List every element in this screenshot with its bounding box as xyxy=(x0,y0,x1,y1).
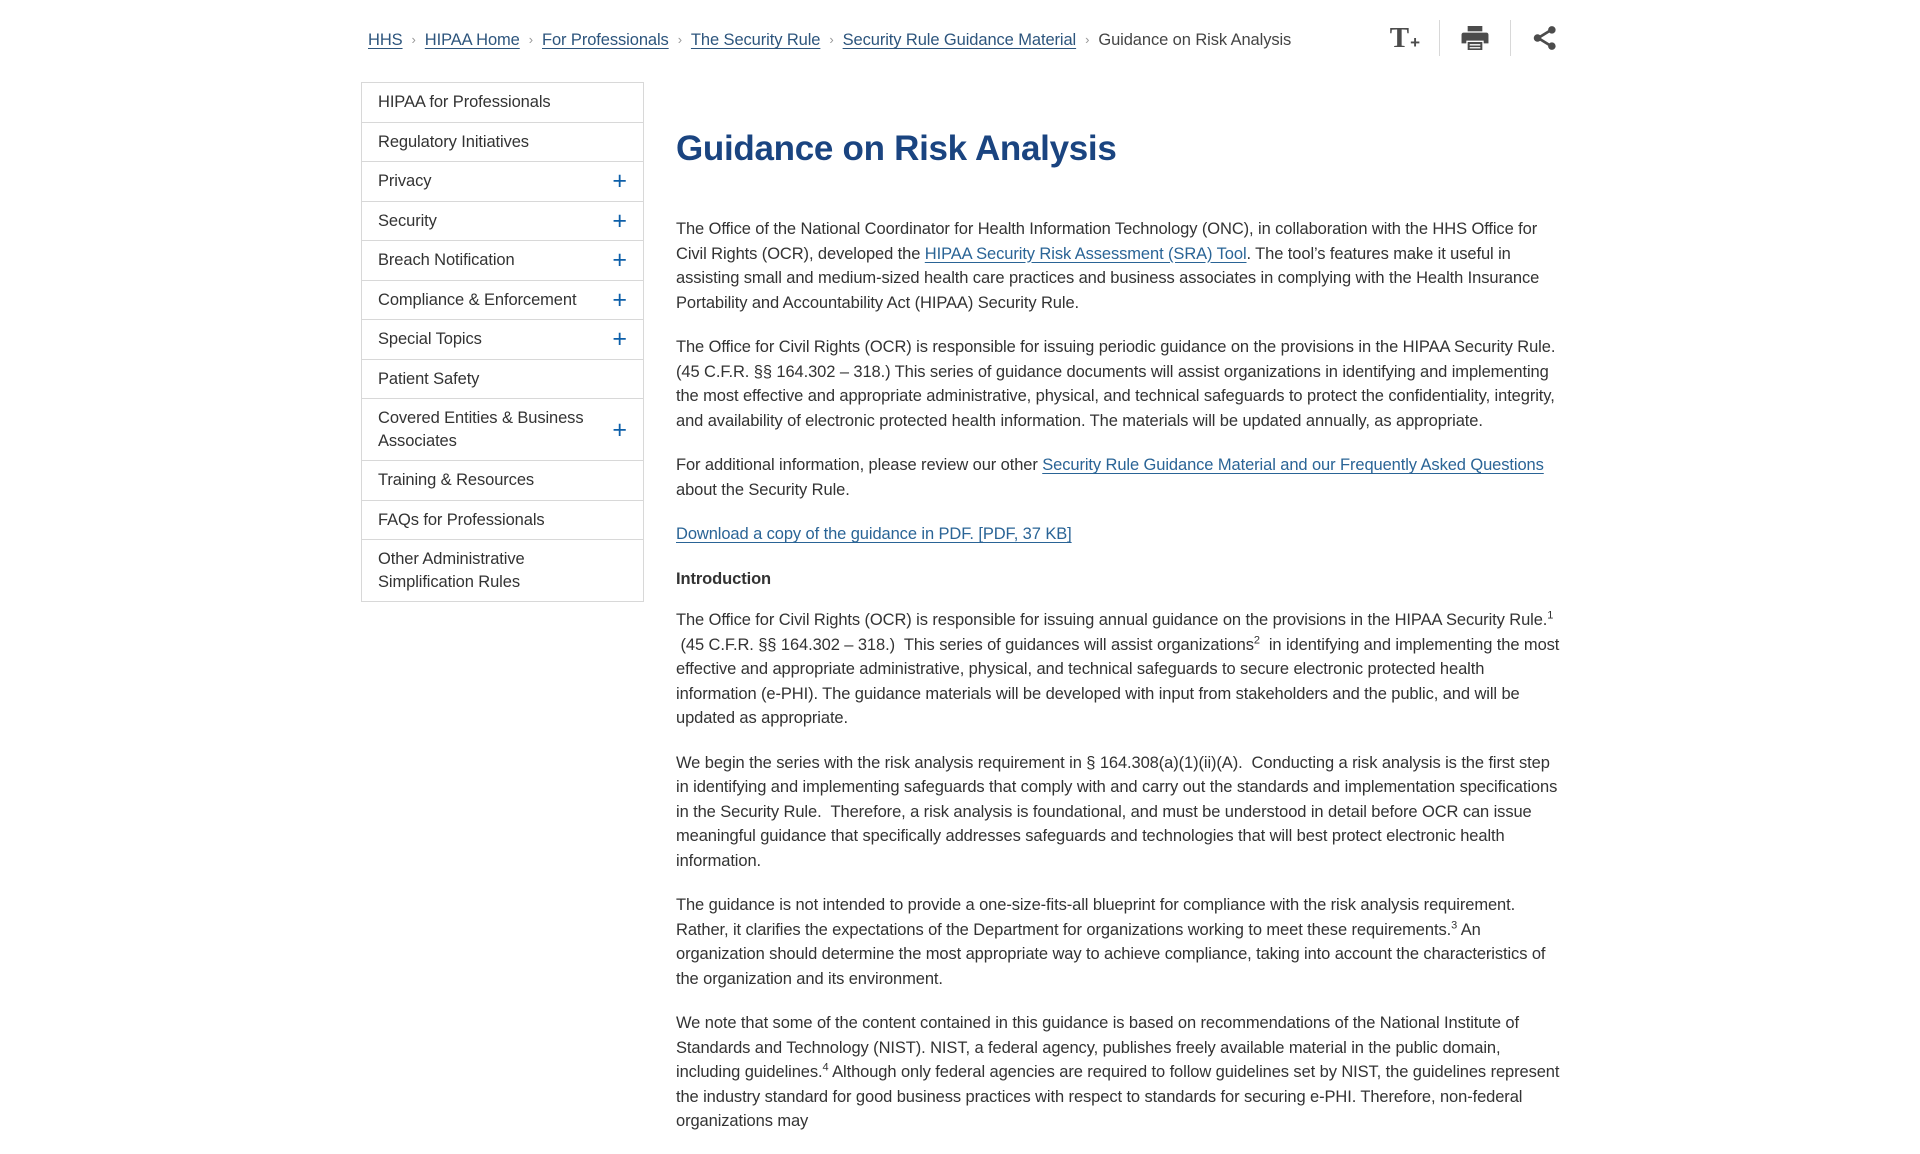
expand-plus-icon[interactable]: + xyxy=(612,285,627,314)
sidebar-item xyxy=(362,320,643,360)
sidebar-item xyxy=(362,461,643,501)
breadcrumb-link[interactable]: HHS xyxy=(368,31,403,49)
share-button[interactable] xyxy=(1526,23,1564,53)
footnote-ref: 1 xyxy=(1547,609,1554,622)
sidebar-item xyxy=(362,360,643,400)
text-resize-icon: T xyxy=(1389,22,1410,54)
paragraph xyxy=(676,1011,1566,1134)
paragraph xyxy=(676,217,1566,315)
footnote-ref: 4 xyxy=(822,1061,829,1074)
sidebar-link[interactable]: HIPAA for Professionals xyxy=(378,93,551,111)
text-run: The Office for Civil Rights (OCR) is responsible for issuing periodic guidance on the provisions in the HIPAA Security Rule. (45 C.F.R. §§ 164.302 – 318.) This series of guidance documents will assist organizations in identifying and implementing the most effective and appropriate administrative, physical, and technical safeguards to protect the confidentiality, integrity, and availability of electronic protected health information. The materials will be updated annually, as appropriate. xyxy=(676,338,1556,430)
text-run: in identifying and implementing the most effective and appropriate administrative, physical, and technical safeguards to secure electronic protected health information (e-PHI). The guidance materials will be developed with input from stakeholders and the public, and will be updated as appropriate. xyxy=(676,635,1560,727)
paragraph xyxy=(676,608,1566,731)
text-run: . The tool’s features make it useful in assisting small and medium-sized health care practices and business associates in complying with the Health Insurance Portability and Accountability Act (HIPAA) Security Rule. xyxy=(676,244,1540,312)
sidebar-item xyxy=(362,202,643,242)
inline-link[interactable]: HIPAA Security Risk Assessment (SRA) Tool xyxy=(924,244,1247,263)
text-run: For additional information, please review our other xyxy=(676,456,1043,474)
chevron-right-icon: › xyxy=(1085,32,1090,47)
sidebar-link[interactable]: Regulatory Initiatives xyxy=(378,132,529,151)
paragraph xyxy=(676,522,1566,547)
breadcrumb-link[interactable]: Security Rule Guidance Material xyxy=(842,31,1077,49)
expand-plus-icon[interactable]: + xyxy=(612,325,627,354)
footnote-ref: 2 xyxy=(1253,634,1260,646)
sidebar-item xyxy=(362,162,643,202)
breadcrumb-current: Guidance on Risk Analysis xyxy=(1098,31,1292,49)
text-run: The Office for Civil Rights (OCR) is responsible for issuing annual guidance on the provisions in the HIPAA Security Rule. xyxy=(676,611,1548,629)
text-run: (45 C.F.R. §§ 164.302 – 318.) This series of guidances will assist organizations xyxy=(676,635,1254,654)
sidebar-item xyxy=(362,123,643,163)
sidebar-link[interactable]: Training & Resources xyxy=(378,471,535,489)
breadcrumb-link[interactable]: HIPAA Home xyxy=(424,31,520,49)
print-icon xyxy=(1459,22,1491,54)
page-title: Guidance on Risk Analysis xyxy=(676,129,1117,168)
text-resize-button[interactable] xyxy=(1386,22,1424,54)
text-run: about the Security Rule. xyxy=(676,480,850,499)
sidebar-link[interactable]: Special Topics xyxy=(378,330,482,348)
article-body xyxy=(676,217,1566,1134)
text-run: The Office of the National Coordinator for Health Information Technology (ONC), in collaboration with the HHS Office for Civil Rights (OCR), developed the xyxy=(676,220,1538,263)
expand-plus-icon[interactable]: + xyxy=(612,167,627,196)
sidebar-link[interactable]: Security xyxy=(378,211,437,230)
paragraph xyxy=(676,893,1566,991)
paragraph xyxy=(676,751,1566,874)
expand-plus-icon[interactable]: + xyxy=(612,246,627,275)
sidebar-link[interactable]: Other Administrative Simplification Rules xyxy=(378,550,525,591)
share-icon xyxy=(1530,23,1560,53)
sidebar-item xyxy=(362,501,643,541)
text-run: We begin the series with the risk analysis requirement in § 164.308(a)(1)(ii)(A). Conducting a risk analysis is the first step in identifying and implementing safeguards that comply with and carry out the standards and implementation specifications in the Security Rule. Therefore, a risk analysis is foundational, and must be understood in detail before OCR can issue meaningful guidance that specifically addresses safeguards and technologies that will best protect electronic health information. xyxy=(676,753,1558,870)
toolbar-divider xyxy=(1439,20,1440,56)
breadcrumb-link[interactable]: The Security Rule xyxy=(690,31,821,49)
sidebar-link[interactable]: Patient Safety xyxy=(378,369,480,388)
section-heading xyxy=(676,567,1566,592)
sidebar-link[interactable]: Breach Notification xyxy=(378,251,515,269)
sidebar-nav xyxy=(361,82,644,602)
footnote-ref: 3 xyxy=(1451,919,1458,931)
main-content xyxy=(676,128,1566,1154)
print-button[interactable] xyxy=(1455,22,1495,54)
expand-plus-icon[interactable]: + xyxy=(612,206,627,235)
chevron-right-icon: › xyxy=(411,32,416,47)
text-run: The guidance is not intended to provide a one-size-fits-all blueprint for compliance with the risk analysis requirement. Rather, it clarifies the expectations of the Department for organizations working to meet these requirements. xyxy=(676,896,1516,939)
page-tools xyxy=(1386,18,1564,58)
inline-link[interactable]: Security Rule Guidance Material and our Frequently Asked Questions xyxy=(1042,456,1544,474)
chevron-right-icon: › xyxy=(528,32,533,47)
sidebar-item xyxy=(362,399,643,461)
chevron-right-icon: › xyxy=(829,32,834,47)
paragraph xyxy=(676,335,1566,433)
chevron-right-icon: › xyxy=(677,32,682,47)
sidebar-link[interactable]: FAQs for Professionals xyxy=(378,510,545,529)
sidebar-link[interactable]: Covered Entities & Business Associates xyxy=(378,409,584,450)
sidebar-item xyxy=(362,241,643,281)
sidebar-item xyxy=(362,540,643,601)
sidebar-item xyxy=(362,281,643,321)
toolbar-divider xyxy=(1510,20,1511,56)
breadcrumb xyxy=(368,31,1291,50)
text-run: Although only federal agencies are required to follow guidelines set by NIST, the guidelines represent the industry standard for good business practices with respect to standards for securing e-PHI. Therefore, non-federal organizations may xyxy=(676,1063,1560,1130)
sidebar-link[interactable]: Privacy xyxy=(378,172,432,190)
text-run: Introduction xyxy=(676,569,772,588)
expand-plus-icon[interactable]: + xyxy=(612,415,627,444)
sidebar-link[interactable]: Compliance & Enforcement xyxy=(378,290,577,309)
sidebar-item xyxy=(362,83,643,123)
text-run: We note that some of the content contained in this guidance is based on recommendations of the National Institute of Standards and Technology (NIST). NIST, a federal agency, publishes freely available material in the public domain, including guidelines. xyxy=(676,1014,1519,1081)
inline-link[interactable]: Download a copy of the guidance in PDF. [PDF, 37 KB] xyxy=(676,525,1072,543)
text-run: An organization should determine the most appropriate way to achieve compliance, taking into account the characteristics of the organization and its environment. xyxy=(676,920,1546,988)
text-resize-plus: + xyxy=(1410,33,1420,52)
paragraph xyxy=(676,453,1566,502)
breadcrumb-link[interactable]: For Professionals xyxy=(542,31,669,49)
